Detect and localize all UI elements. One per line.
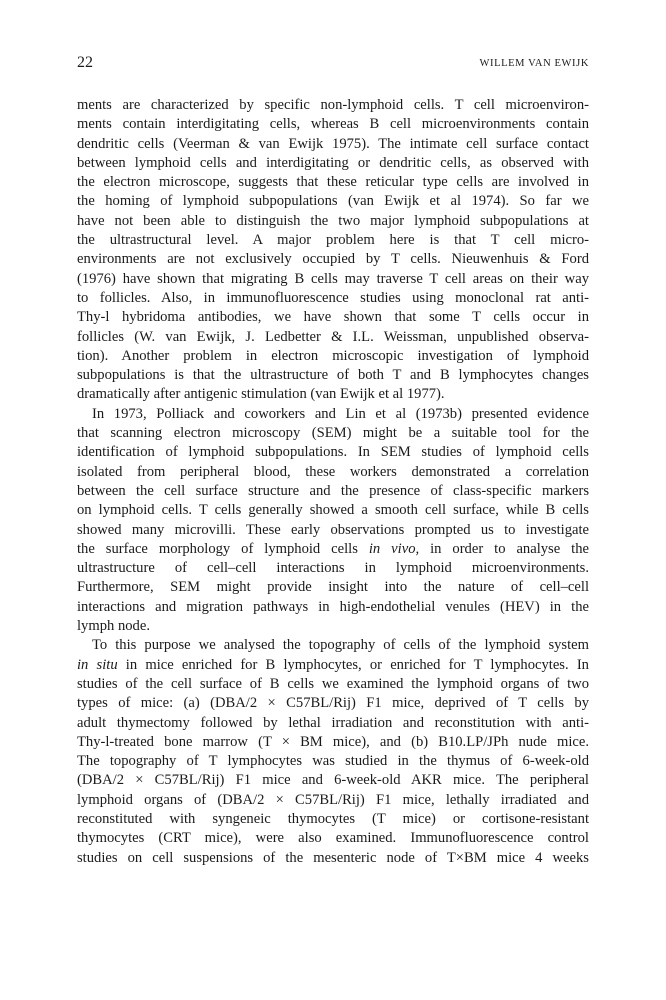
text-line: lymph node. xyxy=(77,618,150,635)
text-line: ments are characterized by specific non-lymphoid cells. T cell microenviron- xyxy=(77,97,589,113)
body-text xyxy=(77,96,589,868)
text-line: on lymphoid cells. T cells generally showed a smooth cell surface, while B cells xyxy=(77,502,589,519)
text-line: (1976) have shown that migrating B cells may traverse T cell areas on their way xyxy=(77,270,589,287)
text-line: ultrastructure of cell–cell interactions in lymphoid microenvironments. xyxy=(77,560,589,577)
text-line: showed many microvilli. These early observations prompted us to investigate xyxy=(77,521,589,538)
text-line: the electron microscope, suggests that these reticular type cells are involved in xyxy=(77,174,589,191)
running-head: WILLEM VAN EWIJK xyxy=(479,58,589,69)
text-line: Furthermore, SEM might provide insight into the nature of cell–cell xyxy=(77,579,589,596)
text-line: the ultrastructural level. A major problem here is that T cell micro- xyxy=(77,232,589,249)
text-line: adult thymectomy followed by lethal irradiation and reconstitution with anti- xyxy=(77,714,589,731)
text-line: the homing of lymphoid subpopulations (van Ewijk et al 1974). So far we xyxy=(77,193,589,210)
text-line: that scanning electron microscopy (SEM) might be a suitable tool for the xyxy=(77,425,589,442)
page-header xyxy=(77,54,589,76)
text-segment: in order to analyse the xyxy=(419,540,589,557)
text-line: (DBA/2 × C57BL/Rij) F1 mice and 6-week-old AKR mice. The peripheral xyxy=(77,772,589,789)
text-line: In 1973, Polliack and coworkers and Lin et al (1973b) presented evidence xyxy=(92,405,589,422)
text-segment: in mice enriched for B lymphocytes, or enriched for T lymphocytes. In xyxy=(117,656,589,673)
text-line: to follicles. Also, in immunofluorescence studies using monoclonal rat anti- xyxy=(77,289,589,306)
text-line: Thy-l hybridoma antibodies, we have shown that some T cells occur in xyxy=(77,309,589,326)
italic-term: in vivo, xyxy=(368,540,420,557)
text-line: ments contain interdigitating cells, whereas B cell microenvironments contain xyxy=(77,116,589,133)
text-line: environments are not exclusively occupied by T cells. Nieuwenhuis & Ford xyxy=(77,251,589,268)
text-line: studies of the cell surface of B cells we examined the lymphoid organs of two xyxy=(77,675,589,692)
text-line: types of mice: (a) (DBA/2 × C57BL/Rij) F1 mice, deprived of T cells by xyxy=(77,695,589,712)
text-segment: the surface morphology of lymphoid cells xyxy=(77,540,369,557)
text-line xyxy=(77,540,589,559)
text-line: thymocytes (CRT mice), were also examined. Immunofluorescence control xyxy=(77,830,589,847)
text-line: studies on cell suspensions of the mesenteric node of T×BM mice 4 weeks xyxy=(77,849,589,866)
italic-term: in situ xyxy=(77,656,118,673)
text-line: interactions and migration pathways in high-endothelial venules (HEV) in the xyxy=(77,598,589,615)
text-line: The topography of T lymphocytes was studied in the thymus of 6-week-old xyxy=(77,753,589,770)
text-line: isolated from peripheral blood, these workers demonstrated a correlation xyxy=(77,463,589,480)
text-line: reconstituted with syngeneic thymocytes (T mice) or cortisone-resistant xyxy=(77,810,589,827)
text-line: subpopulations is that the ultrastructure of both T and B lymphocytes changes xyxy=(77,367,589,384)
text-line: lymphoid organs of (DBA/2 × C57BL/Rij) F1 mice, lethally irradiated and xyxy=(77,791,589,808)
text-line: Thy-l-treated bone marrow (T × BM mice), and (b) B10.LP/JPh nude mice. xyxy=(77,733,589,750)
text-line: dramatically after antigenic stimulation (van Ewijk et al 1977). xyxy=(77,386,445,403)
text-line: To this purpose we analysed the topography of cells of the lymphoid system xyxy=(92,637,589,654)
text-line: tion). Another problem in electron microscopic investigation of lymphoid xyxy=(77,347,589,364)
text-line xyxy=(77,656,589,675)
page-number: 22 xyxy=(77,54,93,71)
text-line: between the cell surface structure and the presence of class-specific markers xyxy=(77,482,589,499)
text-line: identification of lymphoid subpopulations. In SEM studies of lymphoid cells xyxy=(77,444,589,461)
text-line: dendritic cells (Veerman & van Ewijk 1975). The intimate cell surface contact xyxy=(77,135,589,152)
text-line: have not been able to distinguish the two major lymphoid subpopulations at xyxy=(77,212,589,229)
text-line: between lymphoid cells and interdigitating or dendritic cells, as observed with xyxy=(77,154,589,171)
text-line: follicles (W. van Ewijk, J. Ledbetter & I.L. Weissman, unpublished observa- xyxy=(77,328,589,345)
